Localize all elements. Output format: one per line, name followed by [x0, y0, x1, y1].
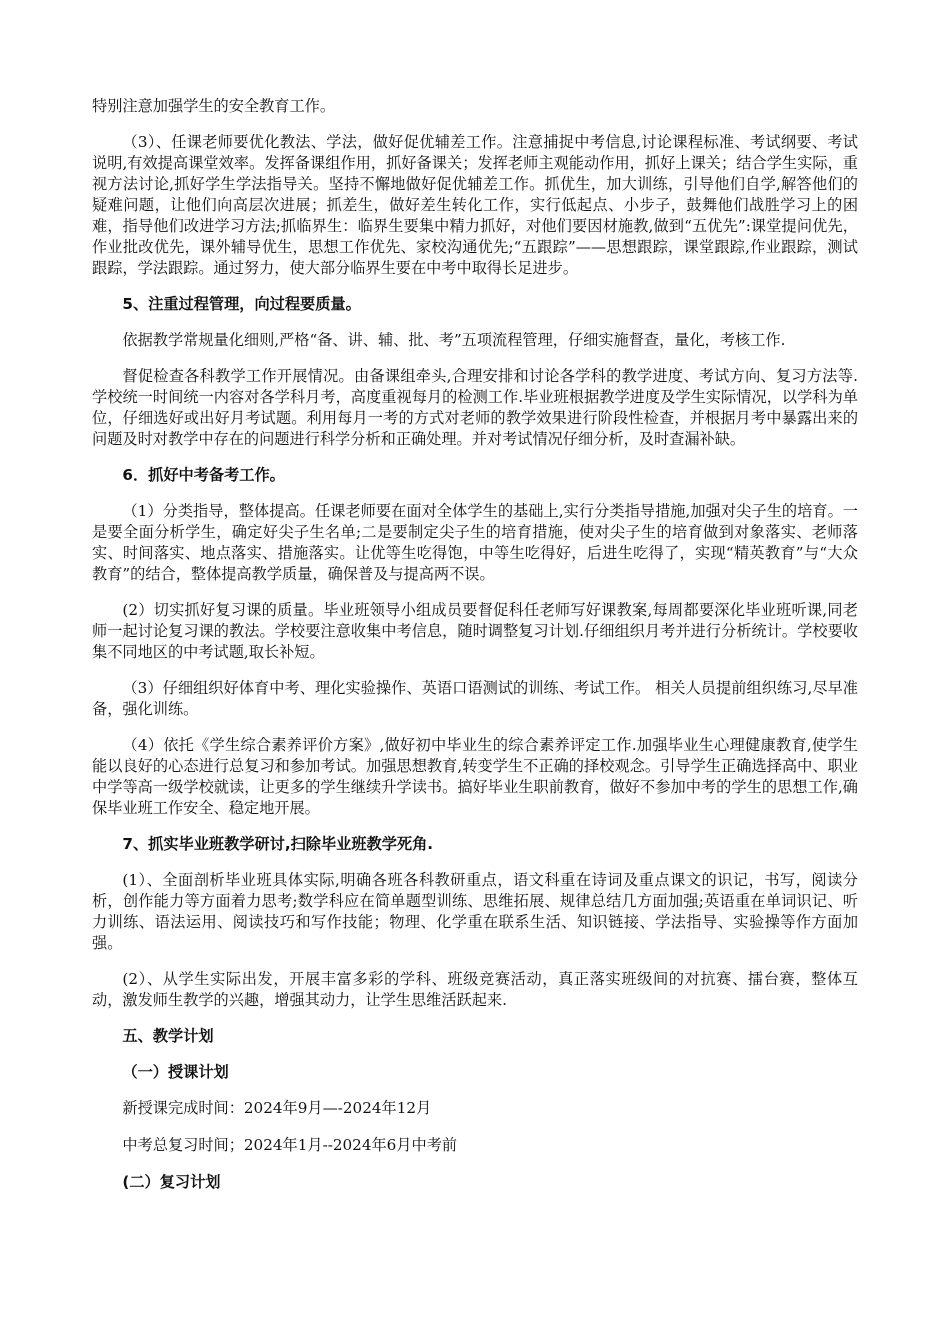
- heading-exam-preparation: 6．抓好中考备考工作。: [122, 466, 285, 484]
- paragraph-teaching-methods: （3）、任课老师要优化教法、学法，做好促优辅差工作。注意捕捉中考信息,讨论课程标准、考试纲要、考试说明,有效提高课堂效率。发挥备课组作用，抓好备课关；发挥老师主观能动作用，抓好上课关；结合学生实际，重视方法讨论,抓好学生学法指导关。坚持不懈地做好促优辅差工作。抓优生，加大训练，引导他们自学,解答他们的疑难问题，让他们向高层次进展；抓差生，做好差生转化工作，实行低起点、小步子，鼓舞他们战胜学习上的困难，指导他们改进学习方法;抓临界生：临界生要集中精力抓好，对他们要因材施教,做到“五优先”:课堂提问优先，作业批改优先，课外辅导优生，思想工作优先、家校沟通优先;“五跟踪”——思想跟踪，课堂跟踪,作业跟踪，测试跟踪，学法跟踪。通过努力，使大部分临界生要在中考中取得长足进步。: [92, 133, 858, 277]
- paragraph-routine-rules: 依据教学常规量化细则,严格“备、讲、辅、批、考”五项流程管理，仔细实施督查，量化，考核工作.: [122, 331, 786, 349]
- paragraph-safety: 特别注意加强学生的安全教育工作。: [92, 97, 335, 115]
- paragraph-classified-guidance: （1）分类指导，整体提高。任课老师要在面对全体学生的基础上,实行分类指导措施,加强对尖子生的培育。一是要全面分析学生，确定好尖子生名单;二是要制定尖子生的培育措施，使对尖子生的培育做到对象落实、老师落实、时间落实、地点落实、措施落实。让优等生吃得饱，中等生吃得好，后进生吃得了，实现“精英教育”与“大众教育”的结合，整体提高教学质量，确保普及与提高两不误。: [92, 502, 858, 583]
- paragraph-analysis: (1）、全面剖析毕业班具体实际,明确各班各科教研重点，语文科重在诗词及重点课文的识记，书写，阅读分析，创作能力等方面着力思考;数学科应在简单题型训练、思维拓展、规律总结几方面加强;英语重在单词识记、听力训练、语法运用、阅读技巧和写作技能；物理、化学重在联系生活、知识链接、学法指导、实验操等作方面加强。: [92, 871, 858, 952]
- line-new-lessons-time: 新授课完成时间：2024年9月—-2024年12月: [122, 1099, 432, 1117]
- paragraph-pe-tests: （3）仔细组织好体育中考、理化实验操作、英语口语测试的训练、考试工作。 相关人员提前组织练习,尽早准备，强化训练。: [92, 679, 858, 718]
- paragraph-competitions: (2）、从学生实际出发，开展丰富多彩的学科、班级竞赛活动，真正落实班级间的对抗赛、擂台赛，整体互动，激发师生教学的兴趣，增强其动力，让学生思维活跃起来.: [92, 970, 858, 1009]
- heading-process-management: 5、注重过程管理，向过程要质量。: [122, 295, 361, 313]
- heading-teaching-research: 7、抓实毕业班教学研讨,扫除毕业班教学死角.: [122, 835, 434, 853]
- heading-teaching-plan: 五、教学计划: [122, 1027, 214, 1045]
- heading-review-plan: (二）复习计划: [122, 1173, 221, 1191]
- paragraph-inspection: 督促检查各科教学工作开展情况。由备课组牵头,合理安排和讨论各学科的教学进度、考试方向、复习方法等.学校统一时间统一内容对各学科月考，高度重视每月的检测工作.毕业班根据教学进度及学生实际情况，以学科为单位，仔细选好或出好月考试题。利用每月一考的方式对老师的教学效果进行阶段性检查，并根据月考中暴露出来的问题及时对教学中存在的问题进行科学分析和正确处理。并对考试情况仔细分析，及时查漏补缺。: [92, 367, 858, 448]
- paragraph-review-class: (2）切实抓好复习课的质量。毕业班领导小组成员要督促科任老师写好课教案,每周都要深化毕业班听课,同老师一起讨论复习课的教法。学校要注意收集中考信息，随时调整复习计划.仔细组织月考并进行分析统计。学校要收集不同地区的中考试题,取长补短。: [92, 601, 858, 661]
- heading-lecture-plan: （一）授课计划: [122, 1063, 229, 1081]
- paragraph-evaluation: （4）依托《学生综合素养评价方案》,做好初中毕业生的综合素养评定工作.加强毕业生心理健康教育,使学生能以良好的心态进行总复习和参加考试。加强思想教育,转变学生不正确的择校观念。引导学生正确选择高中、职业中学等高一级学校就读，让更多的学生继续升学读书。搞好毕业生职前教育，做好不参加中考的学生的思想工作,确保毕业班工作安全、稳定地开展。: [92, 736, 858, 817]
- line-review-time: 中考总复习时间；2024年1月--2024年6月中考前: [122, 1136, 458, 1154]
